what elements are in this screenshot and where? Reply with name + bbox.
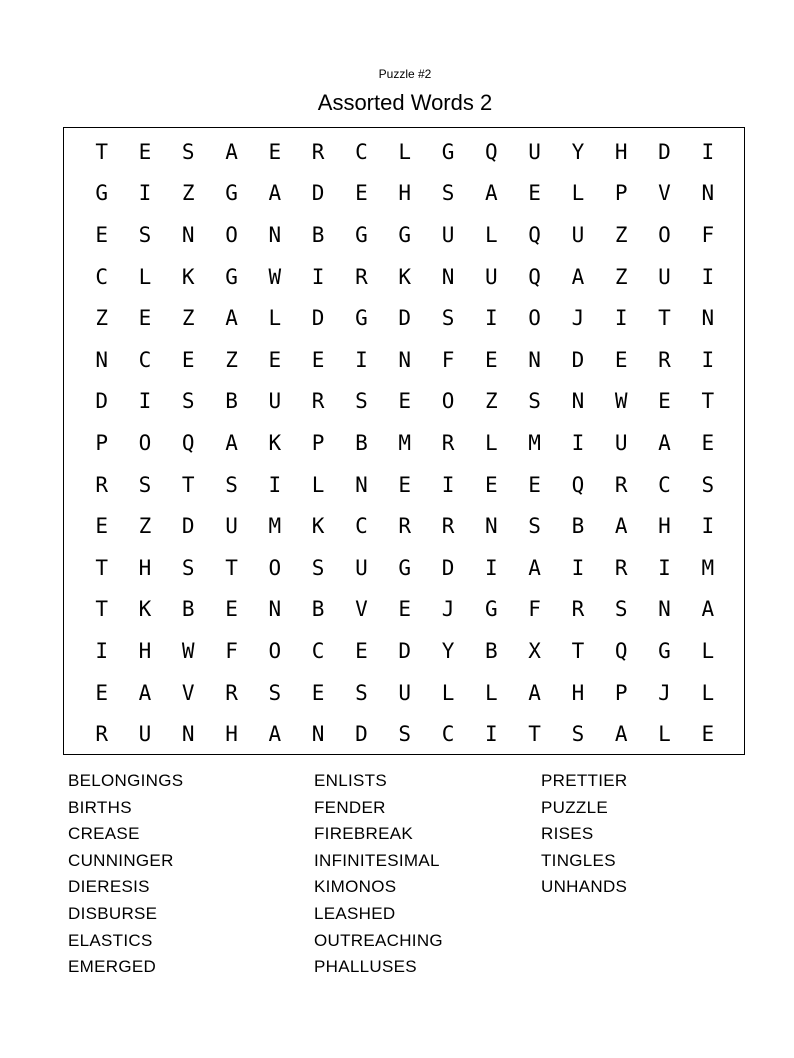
grid-letter[interactable]: A bbox=[528, 555, 541, 580]
grid-letter[interactable]: R bbox=[225, 680, 238, 705]
grid-letter[interactable]: E bbox=[225, 597, 238, 622]
word-list-item: FIREBREAK bbox=[314, 824, 414, 844]
grid-row bbox=[80, 672, 729, 714]
grid-letter[interactable]: W bbox=[614, 389, 628, 414]
grid-row bbox=[80, 630, 729, 672]
word-list-column-3 bbox=[541, 768, 627, 901]
grid-letter[interactable]: U bbox=[138, 722, 152, 747]
grid-letter[interactable]: P bbox=[614, 680, 628, 705]
grid-letter[interactable]: R bbox=[658, 347, 671, 372]
grid-letter[interactable]: A bbox=[658, 430, 671, 455]
grid-letter[interactable]: E bbox=[614, 347, 628, 372]
grid-letter[interactable]: O bbox=[268, 638, 282, 663]
grid-letter[interactable]: D bbox=[355, 722, 368, 747]
grid-letter[interactable]: H bbox=[571, 680, 585, 705]
word-list-item: LEASHED bbox=[314, 903, 396, 923]
grid-letter[interactable]: T bbox=[181, 472, 195, 497]
grid-letter[interactable]: I bbox=[484, 722, 498, 747]
grid-letter[interactable]: N bbox=[528, 347, 541, 372]
grid-letter[interactable]: L bbox=[484, 430, 498, 455]
grid-letter[interactable]: I bbox=[571, 555, 585, 580]
grid-letter[interactable]: L bbox=[484, 222, 498, 247]
grid-letter[interactable]: N bbox=[268, 222, 282, 247]
grid-letter[interactable]: D bbox=[658, 139, 671, 164]
grid-letter[interactable]: F bbox=[441, 347, 455, 372]
grid-letter[interactable]: Y bbox=[441, 638, 455, 663]
grid-letter[interactable]: U bbox=[528, 139, 541, 164]
grid-letter[interactable]: O bbox=[658, 222, 671, 247]
word-list-column-1 bbox=[68, 768, 183, 981]
grid-letter[interactable]: G bbox=[225, 181, 238, 206]
grid-letter[interactable]: Z bbox=[181, 181, 195, 206]
grid-letter[interactable]: E bbox=[311, 680, 325, 705]
grid-letter[interactable]: N bbox=[355, 472, 368, 497]
grid-letter[interactable]: I bbox=[701, 139, 715, 164]
grid-letter[interactable]: P bbox=[95, 430, 108, 455]
grid-letter[interactable]: X bbox=[528, 638, 541, 663]
grid-letter[interactable]: U bbox=[225, 514, 238, 539]
word-list-item: RISES bbox=[541, 824, 594, 844]
grid-row bbox=[80, 214, 729, 256]
grid-row bbox=[80, 381, 729, 423]
word-list-item: ENLISTS bbox=[314, 771, 387, 790]
grid-letter[interactable]: I bbox=[138, 389, 152, 414]
grid-letter[interactable]: A bbox=[528, 680, 541, 705]
grid-letter[interactable]: Z bbox=[614, 264, 628, 289]
grid-letter[interactable]: K bbox=[138, 597, 152, 622]
grid-letter[interactable]: S bbox=[138, 472, 152, 497]
grid-letter[interactable]: R bbox=[398, 514, 412, 539]
grid-letter[interactable]: S bbox=[181, 139, 195, 164]
grid-letter[interactable]: N bbox=[311, 722, 325, 747]
grid-letter[interactable]: I bbox=[658, 555, 671, 580]
grid-letter[interactable]: A bbox=[571, 264, 585, 289]
grid-letter[interactable]: M bbox=[528, 430, 541, 455]
grid-letter[interactable]: M bbox=[398, 430, 412, 455]
word-list-item: KIMONOS bbox=[314, 877, 397, 897]
grid-letter[interactable]: Z bbox=[614, 222, 628, 247]
grid-letter[interactable]: A bbox=[484, 181, 498, 206]
grid-letter[interactable]: E bbox=[95, 514, 108, 539]
grid-letter[interactable]: I bbox=[355, 347, 368, 372]
grid-row bbox=[80, 713, 729, 755]
grid-letter[interactable]: Q bbox=[528, 264, 541, 289]
grid-letter[interactable]: P bbox=[614, 181, 628, 206]
grid-letter[interactable]: F bbox=[701, 222, 715, 247]
grid-letter[interactable]: E bbox=[398, 597, 412, 622]
grid-letter[interactable]: S bbox=[181, 389, 195, 414]
word-list-item: PHALLUSES bbox=[314, 957, 417, 977]
grid-letter[interactable]: F bbox=[528, 597, 541, 622]
grid-letter[interactable]: S bbox=[441, 181, 455, 206]
grid-letter[interactable]: I bbox=[701, 347, 715, 372]
grid-letter[interactable]: E bbox=[138, 139, 152, 164]
grid-letter[interactable]: C bbox=[658, 472, 671, 497]
grid-letter[interactable]: D bbox=[441, 555, 455, 580]
grid-letter[interactable]: Z bbox=[484, 389, 498, 414]
grid-letter[interactable]: R bbox=[571, 597, 585, 622]
grid-letter[interactable]: T bbox=[95, 597, 108, 622]
grid-letter[interactable]: R bbox=[614, 555, 628, 580]
grid-letter[interactable]: I bbox=[484, 306, 498, 331]
grid-letter[interactable]: L bbox=[571, 181, 585, 206]
grid-letter[interactable]: D bbox=[181, 514, 195, 539]
grid-letter[interactable]: N bbox=[701, 306, 715, 331]
grid-letter[interactable]: D bbox=[398, 306, 412, 331]
grid-letter[interactable]: N bbox=[268, 597, 282, 622]
grid-letter[interactable]: K bbox=[398, 264, 412, 289]
grid-letter[interactable]: I bbox=[701, 514, 715, 539]
grid-letter[interactable]: J bbox=[441, 597, 455, 622]
grid-letter[interactable]: E bbox=[268, 347, 282, 372]
grid-letter[interactable]: C bbox=[311, 638, 325, 663]
grid-letter[interactable]: Q bbox=[528, 222, 541, 247]
grid-letter[interactable]: G bbox=[95, 181, 108, 206]
grid-row bbox=[80, 256, 729, 298]
grid-row bbox=[80, 464, 729, 506]
grid-letter[interactable]: C bbox=[355, 139, 368, 164]
grid-letter[interactable]: E bbox=[484, 472, 498, 497]
grid-letter[interactable]: K bbox=[311, 514, 325, 539]
grid-letter[interactable]: W bbox=[268, 264, 282, 289]
grid-letter[interactable]: D bbox=[311, 181, 325, 206]
grid-row bbox=[80, 297, 729, 339]
grid-letter[interactable]: E bbox=[528, 181, 541, 206]
grid-letter[interactable]: E bbox=[355, 638, 368, 663]
grid-letter[interactable]: E bbox=[701, 722, 715, 747]
word-list-item: BELONGINGS bbox=[68, 771, 184, 790]
word-list-item: OUTREACHING bbox=[314, 930, 443, 950]
word-list-item: UNHANDS bbox=[541, 877, 628, 897]
grid-letter[interactable]: I bbox=[571, 430, 585, 455]
grid-row bbox=[80, 173, 729, 215]
grid-letter[interactable]: N bbox=[571, 389, 585, 414]
grid-letter[interactable]: B bbox=[311, 597, 325, 622]
word-list-item: DIERESIS bbox=[68, 877, 150, 897]
grid-letter[interactable]: U bbox=[355, 555, 368, 580]
grid-letter[interactable]: B bbox=[571, 514, 585, 539]
grid-letter[interactable]: T bbox=[701, 389, 715, 414]
grid-letter[interactable]: J bbox=[658, 680, 671, 705]
grid-letter[interactable]: D bbox=[571, 347, 585, 372]
word-list-item: CUNNINGER bbox=[68, 850, 174, 870]
grid-letter[interactable]: O bbox=[528, 306, 541, 331]
grid-letter[interactable]: G bbox=[225, 264, 238, 289]
grid-letter[interactable]: M bbox=[701, 555, 715, 580]
grid-letter[interactable]: E bbox=[181, 347, 195, 372]
grid-letter[interactable]: E bbox=[138, 306, 152, 331]
grid-letter[interactable]: S bbox=[225, 472, 238, 497]
grid-letter[interactable]: G bbox=[484, 597, 498, 622]
grid-letter[interactable]: L bbox=[311, 472, 325, 497]
grid-letter[interactable]: A bbox=[268, 722, 282, 747]
grid-letter[interactable]: N bbox=[398, 347, 412, 372]
grid-letter[interactable]: R bbox=[441, 430, 455, 455]
grid-letter[interactable]: A bbox=[138, 680, 152, 705]
grid-letter[interactable]: E bbox=[268, 139, 282, 164]
grid-letter[interactable]: N bbox=[441, 264, 455, 289]
word-list-item: INFINITESIMAL bbox=[314, 850, 440, 870]
grid-letter[interactable]: H bbox=[138, 638, 152, 663]
grid-letter[interactable]: R bbox=[614, 472, 628, 497]
grid-letter[interactable]: S bbox=[441, 306, 455, 331]
grid-letter[interactable]: H bbox=[658, 514, 671, 539]
grid-letter[interactable]: N bbox=[701, 181, 715, 206]
grid-letter[interactable]: I bbox=[138, 181, 152, 206]
grid-letter[interactable]: I bbox=[701, 264, 715, 289]
grid-letter[interactable]: S bbox=[355, 389, 368, 414]
grid-letter[interactable]: E bbox=[95, 680, 108, 705]
grid-letter[interactable]: O bbox=[225, 222, 238, 247]
grid-letter[interactable]: I bbox=[614, 306, 628, 331]
grid-letter[interactable]: E bbox=[528, 472, 541, 497]
puzzle-number-label: Puzzle #2 bbox=[378, 67, 432, 81]
grid-letter[interactable]: A bbox=[701, 597, 715, 622]
grid-letter[interactable]: K bbox=[268, 430, 282, 455]
grid-letter[interactable]: L bbox=[398, 139, 412, 164]
grid-letter[interactable]: S bbox=[311, 555, 325, 580]
grid-letter[interactable]: Z bbox=[95, 306, 108, 331]
grid-letter[interactable]: O bbox=[138, 430, 152, 455]
grid-letter[interactable]: Y bbox=[571, 139, 585, 164]
grid-letter[interactable]: S bbox=[701, 472, 715, 497]
grid-letter[interactable]: S bbox=[571, 722, 585, 747]
grid-letter[interactable]: I bbox=[484, 555, 498, 580]
grid-letter[interactable]: U bbox=[614, 430, 628, 455]
grid-row bbox=[80, 547, 729, 589]
grid-letter[interactable]: E bbox=[398, 389, 412, 414]
grid-letter[interactable]: N bbox=[658, 597, 671, 622]
grid-letter[interactable]: I bbox=[311, 264, 325, 289]
grid-letter[interactable]: K bbox=[181, 264, 195, 289]
grid-letter[interactable]: L bbox=[138, 264, 152, 289]
grid-letter[interactable]: A bbox=[225, 430, 238, 455]
grid-row bbox=[80, 505, 729, 547]
grid-letter[interactable]: E bbox=[701, 430, 715, 455]
grid-letter[interactable]: E bbox=[484, 347, 498, 372]
grid-row bbox=[80, 589, 729, 631]
grid-letter[interactable]: I bbox=[95, 638, 108, 663]
grid-letter[interactable]: S bbox=[528, 514, 541, 539]
grid-letter[interactable]: D bbox=[398, 638, 412, 663]
grid-row bbox=[80, 422, 729, 464]
grid-letter[interactable]: Z bbox=[138, 514, 152, 539]
grid-letter[interactable]: V bbox=[658, 181, 671, 206]
grid-letter[interactable]: H bbox=[225, 722, 238, 747]
grid-letter[interactable]: S bbox=[138, 222, 152, 247]
grid-letter[interactable]: E bbox=[311, 347, 325, 372]
word-list-item: PRETTIER bbox=[541, 771, 628, 790]
grid-letter[interactable]: C bbox=[95, 264, 108, 289]
grid-letter[interactable]: Q bbox=[484, 139, 498, 164]
grid-letter[interactable]: T bbox=[95, 139, 108, 164]
grid-letter[interactable]: Q bbox=[614, 638, 628, 663]
grid-letter[interactable]: W bbox=[181, 638, 195, 663]
grid-letter[interactable]: R bbox=[311, 139, 325, 164]
grid-letter[interactable]: A bbox=[614, 514, 628, 539]
grid-letter[interactable]: L bbox=[701, 638, 715, 663]
grid-letter[interactable]: V bbox=[181, 680, 195, 705]
grid-letter[interactable]: S bbox=[614, 597, 628, 622]
grid-letter[interactable]: T bbox=[528, 722, 541, 747]
grid-letter[interactable]: C bbox=[441, 722, 455, 747]
grid-letter[interactable]: N bbox=[484, 514, 498, 539]
grid-letter[interactable]: T bbox=[95, 555, 108, 580]
grid-letter[interactable]: H bbox=[398, 181, 412, 206]
grid-letter[interactable]: E bbox=[398, 472, 412, 497]
grid-letter[interactable]: G bbox=[398, 222, 412, 247]
grid-letter[interactable]: U bbox=[658, 264, 671, 289]
grid-letter[interactable]: C bbox=[355, 514, 368, 539]
grid-letter[interactable]: V bbox=[355, 597, 368, 622]
word-list-item: DISBURSE bbox=[68, 903, 158, 923]
grid-row bbox=[80, 131, 729, 173]
grid-letter[interactable]: S bbox=[268, 680, 282, 705]
grid-letter[interactable]: L bbox=[701, 680, 715, 705]
grid-letter[interactable]: U bbox=[484, 264, 498, 289]
grid-letter[interactable]: A bbox=[614, 722, 628, 747]
grid-letter[interactable]: A bbox=[225, 306, 238, 331]
grid-letter[interactable]: L bbox=[268, 306, 282, 331]
grid-letter[interactable]: I bbox=[268, 472, 282, 497]
grid-letter[interactable]: P bbox=[311, 430, 325, 455]
grid-row bbox=[80, 339, 729, 381]
grid-letter[interactable]: M bbox=[268, 514, 282, 539]
grid-letter[interactable]: B bbox=[311, 222, 325, 247]
grid-letter[interactable]: U bbox=[268, 389, 282, 414]
grid-letter[interactable]: Q bbox=[571, 472, 585, 497]
grid-letter[interactable]: L bbox=[658, 722, 671, 747]
grid-letter[interactable]: T bbox=[225, 555, 238, 580]
word-list-item: PUZZLE bbox=[541, 797, 608, 817]
grid-letter[interactable]: U bbox=[571, 222, 585, 247]
letter-grid bbox=[80, 131, 729, 755]
grid-letter[interactable]: S bbox=[355, 680, 368, 705]
grid-letter[interactable]: E bbox=[658, 389, 671, 414]
grid-letter[interactable]: R bbox=[95, 472, 108, 497]
grid-letter[interactable]: T bbox=[658, 306, 671, 331]
word-list-item: FENDER bbox=[314, 797, 386, 817]
grid-letter[interactable]: I bbox=[441, 472, 455, 497]
grid-letter[interactable]: D bbox=[95, 389, 108, 414]
grid-letter[interactable]: J bbox=[571, 306, 585, 331]
grid-letter[interactable]: H bbox=[138, 555, 152, 580]
grid-letter[interactable]: G bbox=[355, 222, 368, 247]
grid-letter[interactable]: U bbox=[441, 222, 455, 247]
grid-letter[interactable]: B bbox=[355, 430, 368, 455]
grid-letter[interactable]: S bbox=[528, 389, 541, 414]
grid-letter[interactable]: A bbox=[268, 181, 282, 206]
word-list-item: EMERGED bbox=[68, 957, 157, 977]
grid-letter[interactable]: F bbox=[225, 638, 238, 663]
grid-letter[interactable]: S bbox=[398, 722, 412, 747]
grid-letter[interactable]: N bbox=[181, 222, 195, 247]
grid-letter[interactable]: E bbox=[95, 222, 108, 247]
grid-letter[interactable]: G bbox=[441, 139, 455, 164]
grid-letter[interactable]: L bbox=[484, 680, 498, 705]
grid-letter[interactable]: S bbox=[181, 555, 195, 580]
word-list-item: TINGLES bbox=[541, 850, 616, 870]
word-list-item: ELASTICS bbox=[68, 930, 153, 950]
grid-letter[interactable]: Z bbox=[225, 347, 238, 372]
grid-letter[interactable]: N bbox=[181, 722, 195, 747]
grid-letter[interactable]: H bbox=[614, 139, 628, 164]
grid-letter[interactable]: E bbox=[355, 181, 368, 206]
letter-grid-frame bbox=[63, 127, 745, 755]
puzzle-title: Assorted Words 2 bbox=[317, 90, 493, 115]
word-list-column-2 bbox=[314, 768, 443, 981]
grid-letter[interactable]: B bbox=[225, 389, 238, 414]
grid-letter[interactable]: N bbox=[95, 347, 108, 372]
word-list-item: BIRTHS bbox=[68, 797, 132, 817]
grid-letter[interactable]: U bbox=[398, 680, 412, 705]
grid-letter[interactable]: O bbox=[268, 555, 282, 580]
grid-letter[interactable]: C bbox=[138, 347, 152, 372]
grid-letter[interactable]: T bbox=[571, 638, 585, 663]
grid-letter[interactable]: G bbox=[658, 638, 671, 663]
grid-letter[interactable]: Z bbox=[181, 306, 195, 331]
grid-letter[interactable]: R bbox=[311, 389, 325, 414]
grid-letter[interactable]: L bbox=[441, 680, 455, 705]
grid-letter[interactable]: A bbox=[225, 139, 238, 164]
grid-letter[interactable]: O bbox=[441, 389, 455, 414]
grid-letter[interactable]: D bbox=[311, 306, 325, 331]
grid-letter[interactable]: B bbox=[181, 597, 195, 622]
word-list-item: CREASE bbox=[68, 824, 140, 844]
grid-letter[interactable]: G bbox=[398, 555, 412, 580]
grid-letter[interactable]: B bbox=[484, 638, 498, 663]
grid-letter[interactable]: R bbox=[441, 514, 455, 539]
grid-letter[interactable]: Q bbox=[181, 430, 195, 455]
grid-letter[interactable]: G bbox=[355, 306, 368, 331]
grid-letter[interactable]: R bbox=[355, 264, 368, 289]
grid-letter[interactable]: R bbox=[95, 722, 108, 747]
